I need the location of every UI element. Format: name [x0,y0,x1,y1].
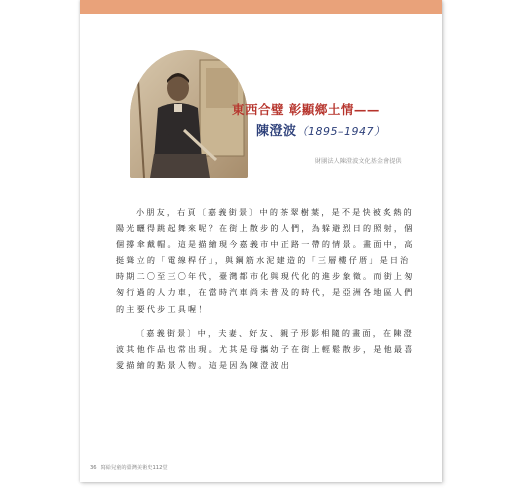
header-color-band [80,0,442,14]
body-paragraph: 小朋友，右頁〔嘉義街景〕中的茶翠樹葉，是不是快被炙熱的陽光曬得跳起舞來呢？在街上散步的人們，為躲避烈日的照射，個個撐傘戴帽。這是描繪現今嘉義市中正路一帶的情景。畫面中，高挺聳立的「電線桿仔」，與鋼筋水泥建造的「三層樓仔厝」是日治時期二〇至三〇年代，臺灣都市化與現代化的進步象徵。而街上匆匆行過的人力車，在當時汽車尚未普及的時代，是亞洲各地區人們的主要代步工具喔！ [116,207,415,314]
article-title: 東西合璧 彰顯鄉土情—— [232,102,380,117]
book-page [80,0,442,482]
artist-portrait-photo [130,50,248,178]
photo-credit: 財團法人陳澄波文化基金會提供 [315,158,402,165]
artist-name: 陳澄波 [256,124,297,139]
running-title: 寫給兒童的臺灣美術史112堂 [100,465,168,471]
portrait-photo-icon [130,50,248,178]
body-text [116,204,416,373]
article-subtitle [256,120,386,139]
body-paragraph: 〔嘉義街景〕中，夫妻、好友、親子形影相隨的畫面，在陳澄波其他作品也常出現。尤其是母攜幼子在街上輕鬆散步，是他最喜愛描繪的點景人物。這是因為陳澄波出 [116,327,415,370]
page-number: 36 [90,465,97,471]
artist-dates: （1895–1947） [296,125,386,138]
page-footer [90,464,168,471]
